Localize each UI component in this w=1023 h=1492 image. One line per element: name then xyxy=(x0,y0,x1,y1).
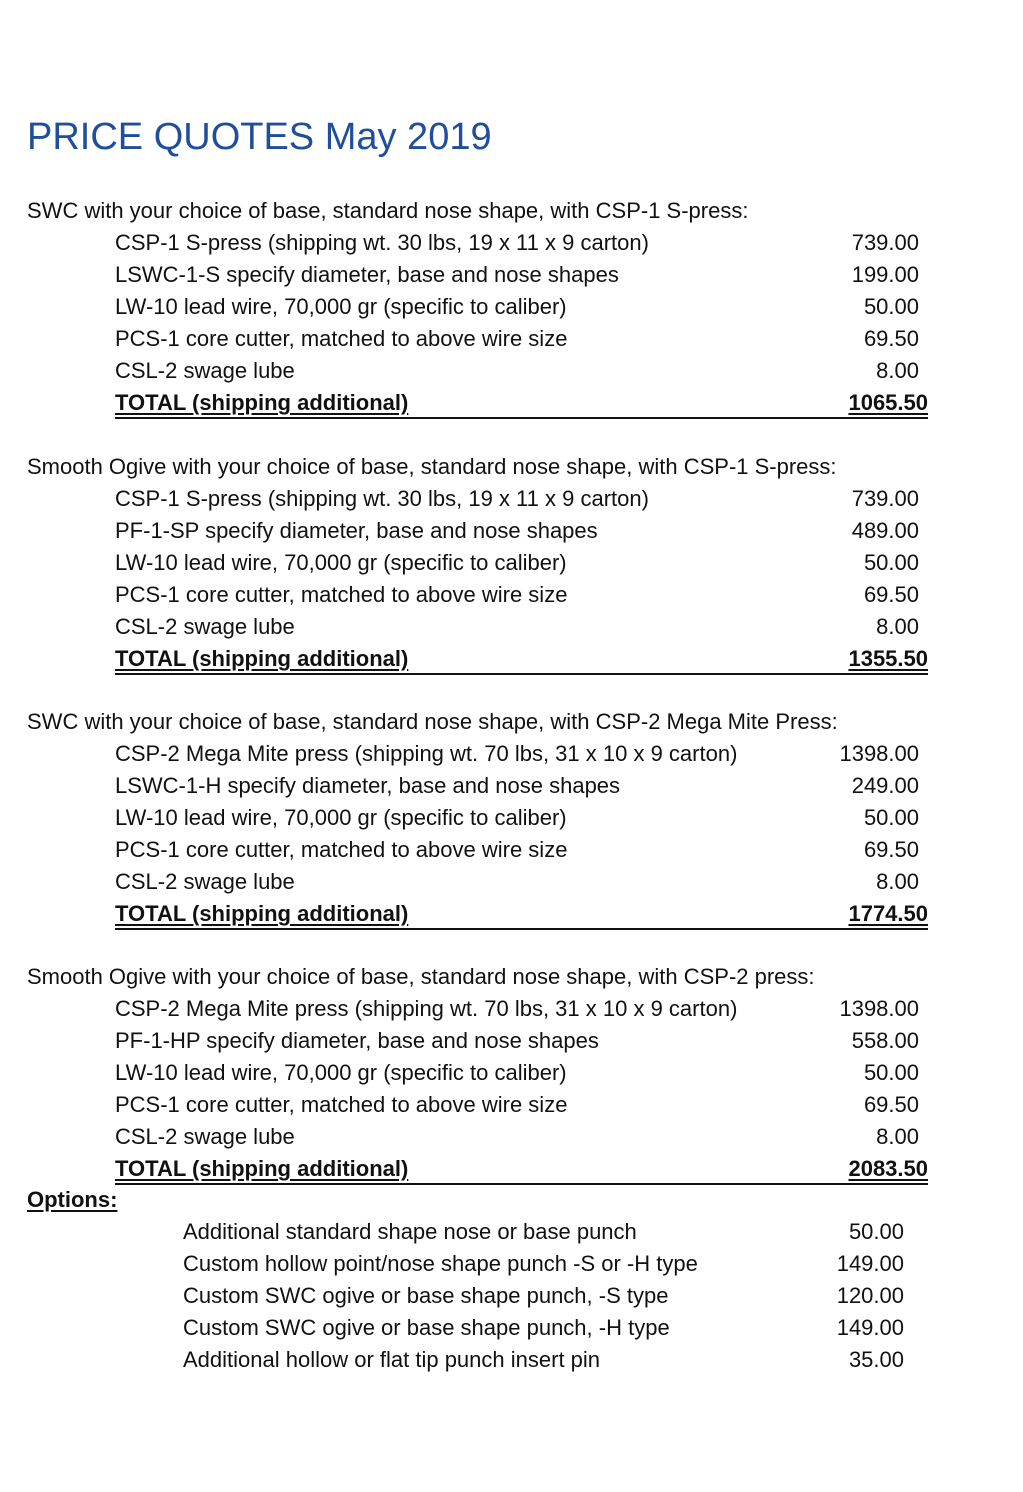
item-description: PCS-1 core cutter, matched to above wire size xyxy=(115,1092,568,1117)
option-item xyxy=(183,1280,904,1312)
item-price: 69.50 xyxy=(863,582,919,607)
total-row xyxy=(115,1153,928,1185)
option-description: Custom SWC ogive or base shape punch, -S type xyxy=(183,1283,669,1308)
item-price: 50.00 xyxy=(863,294,919,319)
item-price: 50.00 xyxy=(863,1060,919,1085)
item-description: LW-10 lead wire, 70,000 gr (specific to caliber) xyxy=(115,294,567,319)
options-label: Options: xyxy=(27,1187,118,1212)
line-item xyxy=(115,323,928,355)
line-item xyxy=(115,770,928,802)
page-title: PRICE QUOTES May 2019 xyxy=(27,116,492,158)
item-description: CSP-1 S-press (shipping wt. 30 lbs, 19 x 11 x 9 carton) xyxy=(115,486,649,511)
item-price: 8.00 xyxy=(876,869,919,894)
option-description: Additional hollow or flat tip punch insert pin xyxy=(183,1347,601,1372)
option-item xyxy=(183,1248,904,1280)
line-item xyxy=(115,834,928,866)
item-description: CSL-2 swage lube xyxy=(115,1124,295,1149)
item-description: CSL-2 swage lube xyxy=(115,358,295,383)
quote-heading: Smooth Ogive with your choice of base, standard nose shape, with CSP-1 S-press: xyxy=(27,454,837,479)
option-price: 149.00 xyxy=(836,1315,904,1340)
item-price: 739.00 xyxy=(851,486,919,511)
quote-heading: SWC with your choice of base, standard nose shape, with CSP-2 Mega Mite Press: xyxy=(27,709,838,734)
total-label: TOTAL (shipping additional) xyxy=(115,390,409,415)
item-description: CSP-2 Mega Mite press (shipping wt. 70 lbs, 31 x 10 x 9 carton) xyxy=(115,996,738,1021)
line-item xyxy=(115,291,928,323)
option-price: 120.00 xyxy=(836,1283,904,1308)
line-item xyxy=(115,1121,928,1153)
total-row xyxy=(115,387,928,419)
item-price: 739.00 xyxy=(851,230,919,255)
item-price: 69.50 xyxy=(863,326,919,351)
item-description: PCS-1 core cutter, matched to above wire size xyxy=(115,326,568,351)
quote-heading: SWC with your choice of base, standard nose shape, with CSP-1 S-press: xyxy=(27,198,749,223)
total-price: 1774.50 xyxy=(848,901,928,926)
item-price: 8.00 xyxy=(876,358,919,383)
total-label: TOTAL (shipping additional) xyxy=(115,901,409,926)
option-item xyxy=(183,1216,904,1248)
item-price: 199.00 xyxy=(851,262,919,287)
item-description: LW-10 lead wire, 70,000 gr (specific to caliber) xyxy=(115,550,567,575)
line-item xyxy=(115,738,928,770)
item-price: 50.00 xyxy=(863,550,919,575)
quote-heading: Smooth Ogive with your choice of base, standard nose shape, with CSP-2 press: xyxy=(27,964,815,989)
line-item xyxy=(115,993,928,1025)
line-item xyxy=(115,355,928,387)
item-description: CSL-2 swage lube xyxy=(115,614,295,639)
item-description: LSWC-1-H specify diameter, base and nose shapes xyxy=(115,773,621,798)
item-price: 69.50 xyxy=(863,837,919,862)
option-description: Custom SWC ogive or base shape punch, -H type xyxy=(183,1315,670,1340)
item-description: LW-10 lead wire, 70,000 gr (specific to caliber) xyxy=(115,805,567,830)
item-price: 1398.00 xyxy=(839,996,919,1021)
item-description: CSP-1 S-press (shipping wt. 30 lbs, 19 x 11 x 9 carton) xyxy=(115,230,649,255)
line-item xyxy=(115,802,928,834)
line-item xyxy=(115,1057,928,1089)
total-label: TOTAL (shipping additional) xyxy=(115,646,409,671)
total-row xyxy=(115,643,928,675)
total-price: 1065.50 xyxy=(848,390,928,415)
total-price: 1355.50 xyxy=(848,646,928,671)
item-price: 8.00 xyxy=(876,614,919,639)
item-description: CSL-2 swage lube xyxy=(115,869,295,894)
line-item xyxy=(115,515,928,547)
option-item xyxy=(183,1312,904,1344)
item-price: 1398.00 xyxy=(839,741,919,766)
option-price: 50.00 xyxy=(848,1219,904,1244)
item-price: 50.00 xyxy=(863,805,919,830)
line-item xyxy=(115,227,928,259)
line-item xyxy=(115,579,928,611)
option-price: 149.00 xyxy=(836,1251,904,1276)
line-item xyxy=(115,866,928,898)
item-description: CSP-2 Mega Mite press (shipping wt. 70 lbs, 31 x 10 x 9 carton) xyxy=(115,741,738,766)
item-price: 69.50 xyxy=(863,1092,919,1117)
option-price: 35.00 xyxy=(848,1347,904,1372)
total-row xyxy=(115,898,928,930)
item-description: LSWC-1-S specify diameter, base and nose shapes xyxy=(115,262,619,287)
item-price: 558.00 xyxy=(851,1028,919,1053)
item-price: 8.00 xyxy=(876,1124,919,1149)
option-description: Custom hollow point/nose shape punch -S or -H type xyxy=(183,1251,698,1276)
item-description: PCS-1 core cutter, matched to above wire size xyxy=(115,582,568,607)
line-item xyxy=(115,483,928,515)
total-price: 2083.50 xyxy=(848,1156,928,1181)
line-item xyxy=(115,547,928,579)
item-description: PF-1-SP specify diameter, base and nose shapes xyxy=(115,518,598,543)
option-item xyxy=(183,1344,904,1376)
item-description: PF-1-HP specify diameter, base and nose shapes xyxy=(115,1028,599,1053)
item-price: 489.00 xyxy=(851,518,919,543)
line-item xyxy=(115,1089,928,1121)
total-label: TOTAL (shipping additional) xyxy=(115,1156,409,1181)
item-price: 249.00 xyxy=(851,773,919,798)
line-item xyxy=(115,611,928,643)
line-item xyxy=(115,1025,928,1057)
item-description: LW-10 lead wire, 70,000 gr (specific to caliber) xyxy=(115,1060,567,1085)
option-description: Additional standard shape nose or base punch xyxy=(183,1219,637,1244)
item-description: PCS-1 core cutter, matched to above wire size xyxy=(115,837,568,862)
line-item xyxy=(115,259,928,291)
